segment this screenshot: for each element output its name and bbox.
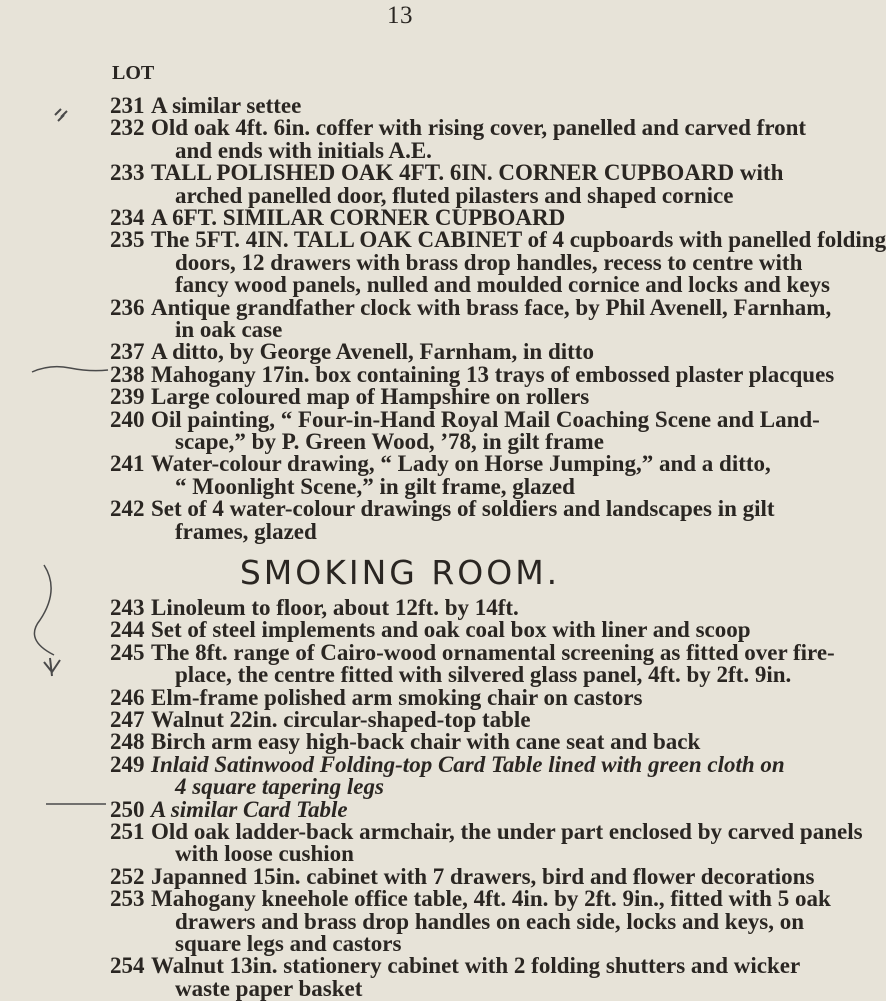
pencil-dash-icon bbox=[44, 798, 108, 810]
lot-description: Elm-frame polished arm smoking chair on castors bbox=[151, 684, 643, 710]
pencil-dash-icon bbox=[30, 360, 110, 380]
lot-description: Mahogany kneehole office table, 4ft. 4in. by 2ft. 9in., fitted with 5 oak drawers and brass drop handles on each side, locks and keys, on square legs and castors bbox=[151, 886, 831, 956]
lot-description: A 6FT. SIMILAR CORNER CUPBOARD bbox=[151, 205, 566, 230]
lot-number: 244 bbox=[110, 617, 145, 643]
lot-description: Mahogany 17in. box containing 13 trays of embossed plaster placques bbox=[151, 361, 835, 387]
lot-description: Inlaid Satinwood Folding-top Card Table lined with green cloth on 4 square tapering legs bbox=[151, 751, 785, 800]
lot-number: 235 bbox=[110, 227, 145, 253]
lot-number: 237 bbox=[110, 339, 145, 365]
lot-description: The 5FT. 4IN. TALL OAK CABINET of 4 cupboards with panelled folding doors, 12 drawers with brass drop handles, recess to centre with fancy wood panels, nulled and moulded cornice and locks and keys bbox=[151, 227, 886, 298]
lot-number: 231 bbox=[110, 93, 145, 118]
lot-number: 246 bbox=[110, 684, 145, 710]
lot-description: Oil painting, “ Four-in-Hand Royal Mail Coaching Scene and Land- scape,” by P. Green Wood, ’78, in gilt frame bbox=[151, 406, 820, 454]
lot-number: 247 bbox=[110, 707, 145, 732]
lot-number: 243 bbox=[110, 595, 145, 620]
lot-number: 245 bbox=[110, 639, 145, 665]
lot-description: Water-colour drawing, “ Lady on Horse Jumping,” and a ditto, “ Moonlight Scene,” in gilt frame, glazed bbox=[151, 451, 771, 499]
lot-number: 234 bbox=[110, 205, 145, 230]
lot-number: 232 bbox=[110, 115, 145, 141]
lot-number: 241 bbox=[110, 451, 145, 477]
lot-number: 248 bbox=[110, 729, 145, 755]
lot-number: 252 bbox=[110, 863, 145, 889]
lot-column-header: LOT bbox=[112, 62, 155, 84]
lot-description: Walnut 13in. stationery cabinet with 2 folding shutters and wicker waste paper basket bbox=[151, 953, 801, 1001]
lot-number: 233 bbox=[110, 160, 145, 186]
lot-number: 242 bbox=[110, 496, 145, 522]
lot-number: 240 bbox=[110, 406, 145, 432]
section-title: SMOKING ROOM. bbox=[239, 553, 561, 592]
page-number: 13 bbox=[387, 2, 413, 29]
lot-description: A similar settee bbox=[151, 93, 302, 118]
lot-number: 249 bbox=[110, 751, 145, 777]
lot-description: The 8ft. range of Cairo-wood ornamental screening as fitted over fire- place, the centre fitted with silvered glass panel, 4ft. by 2ft. 9in. bbox=[151, 639, 835, 688]
lot-description: Antique grandfather clock with brass face, by Phil Avenell, Farnham, in oak case bbox=[151, 294, 832, 342]
lot-description: A similar Card Table bbox=[151, 796, 348, 822]
pencil-mark-icon bbox=[52, 105, 72, 125]
lot-description: Walnut 22in. circular-shaped-top table bbox=[151, 707, 531, 732]
lot-number: 250 bbox=[110, 796, 145, 822]
lot-number: 253 bbox=[110, 886, 145, 912]
pencil-bracket-icon bbox=[20, 560, 60, 660]
lot-description: TALL POLISHED OAK 4FT. 6IN. CORNER CUPBOARD with arched panelled door, fluted pilasters and shaped cornice bbox=[151, 160, 784, 208]
lot-description: Old oak 4ft. 6in. coffer with rising cover, panelled and carved front and ends with initials A.E. bbox=[151, 115, 807, 163]
lot-description: Set of 4 water-colour drawings of soldiers and landscapes in gilt frames, glazed bbox=[151, 496, 775, 544]
lot-number: 254 bbox=[110, 953, 145, 979]
lot-description: Birch arm easy high-back chair with cane seat and back bbox=[151, 729, 701, 755]
pencil-cross-icon bbox=[40, 656, 64, 678]
lot-description: Japanned 15in. cabinet with 7 drawers, bird and flower decorations bbox=[151, 863, 815, 889]
lot-description: Old oak ladder-back armchair, the under part enclosed by carved panels with loose cushion bbox=[151, 819, 863, 867]
lot-description: Set of steel implements and oak coal box with liner and scoop bbox=[151, 617, 751, 643]
lot-description: Linoleum to floor, about 12ft. by 14ft. bbox=[151, 595, 519, 620]
lot-number: 236 bbox=[110, 294, 145, 320]
lot-number: 238 bbox=[110, 361, 145, 387]
lot-description: A ditto, by George Avenell, Farnham, in ditto bbox=[151, 339, 594, 365]
lot-description: Large coloured map of Hampshire on rollers bbox=[151, 384, 590, 410]
lot-number: 239 bbox=[110, 384, 145, 410]
lot-number: 251 bbox=[110, 819, 145, 844]
